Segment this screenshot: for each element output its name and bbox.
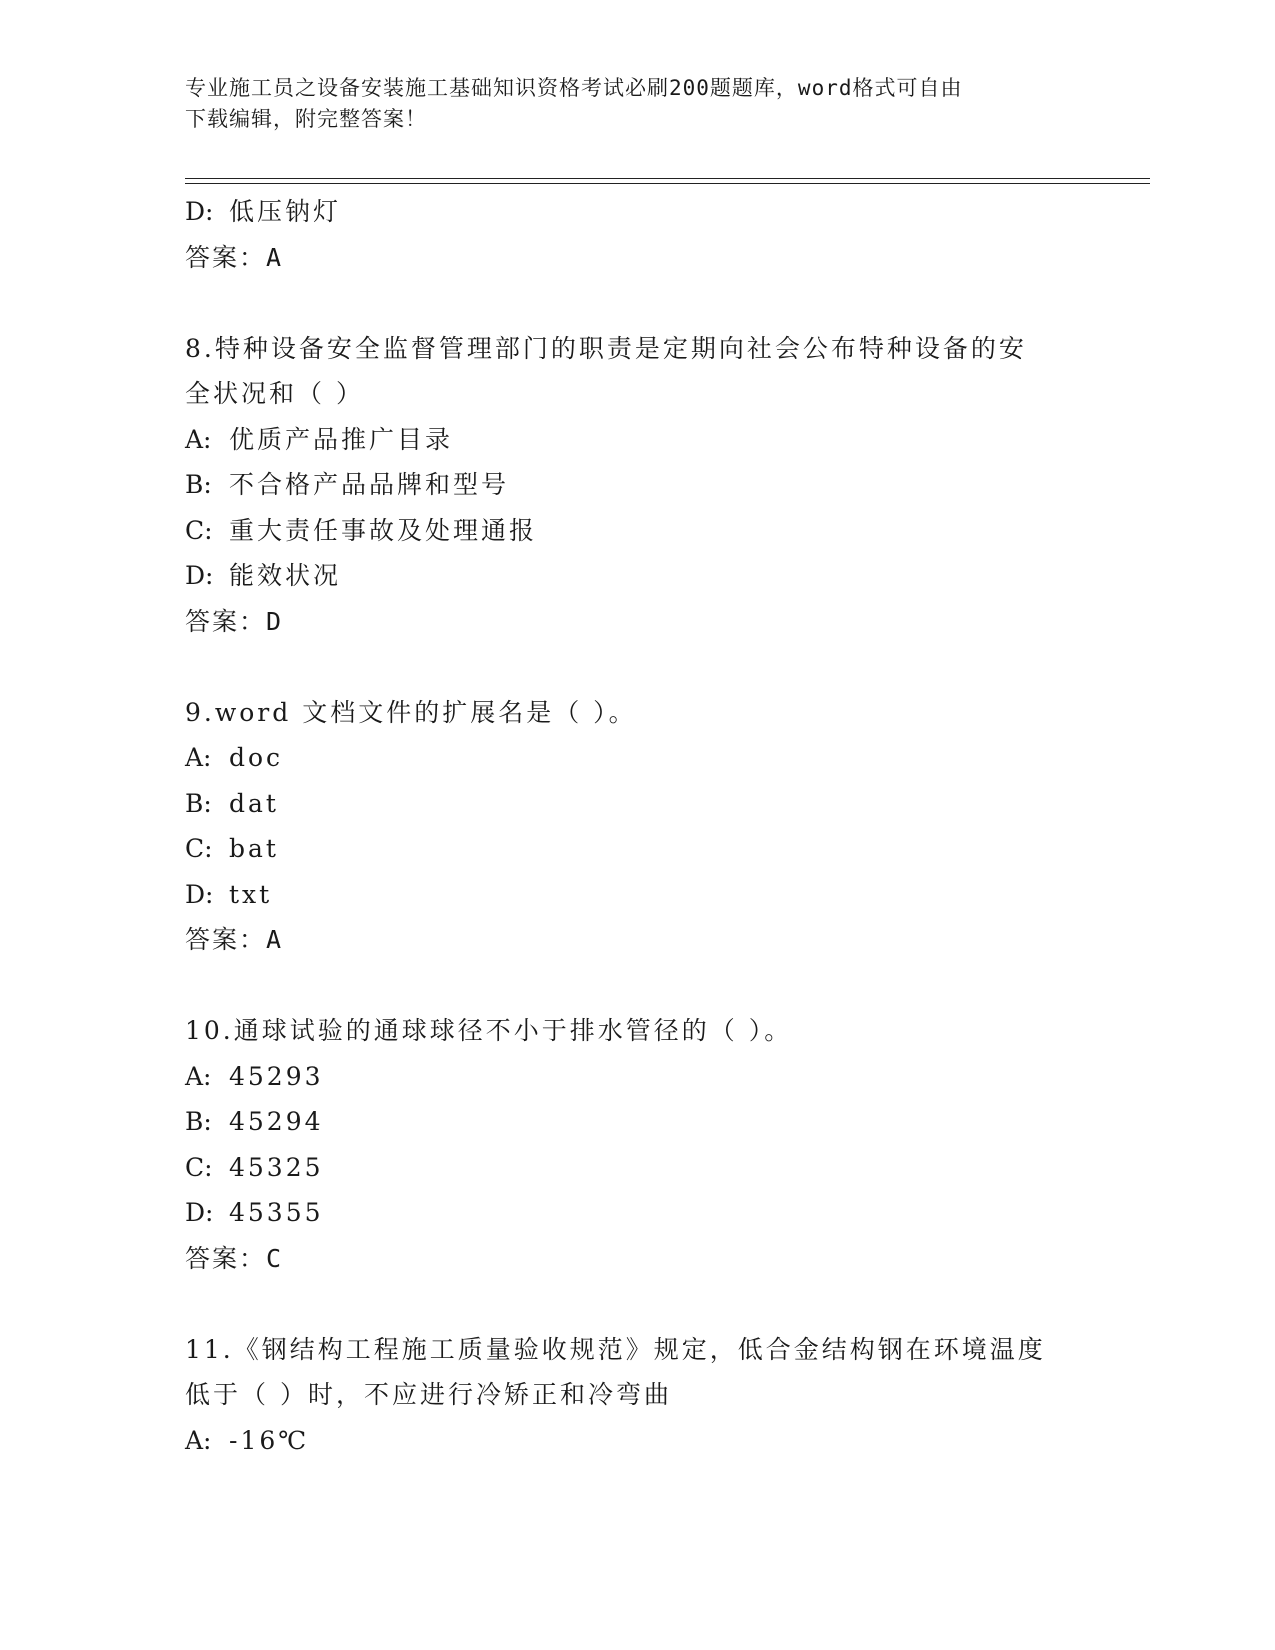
document-body bbox=[185, 189, 1085, 1463]
option-letter: D: bbox=[185, 197, 214, 226]
option-row bbox=[185, 1099, 1085, 1145]
option-row bbox=[185, 189, 1085, 235]
question-stem-line: 11.《钢结构工程施工质量验收规范》规定，低合金结构钢在环境温度 bbox=[185, 1334, 1046, 1364]
option-letter: B: bbox=[185, 788, 212, 818]
option-text: doc bbox=[229, 743, 284, 772]
question-11 bbox=[185, 1327, 1085, 1464]
option-text: 不合格产品品牌和型号 bbox=[229, 470, 510, 499]
question-stem-line: 低于（ ）时，不应进行冷矫正和冷弯曲 bbox=[185, 1380, 672, 1409]
option-row bbox=[185, 462, 1085, 508]
option-text: 45293 bbox=[229, 1061, 324, 1091]
option-text: bat bbox=[229, 834, 279, 863]
option-row bbox=[185, 1145, 1085, 1191]
header-line-1: 专业施工员之设备安装施工基础知识资格考试必刷200题题库，word格式可自由 bbox=[185, 76, 963, 100]
header-divider-top bbox=[185, 178, 1150, 179]
option-letter: C: bbox=[185, 515, 213, 545]
option-row bbox=[185, 781, 1085, 827]
option-text: 45325 bbox=[229, 1152, 324, 1182]
option-text: 优质产品推广目录 bbox=[229, 424, 454, 454]
answer-label: 答案： bbox=[185, 1243, 267, 1273]
option-text: 低压钠灯 bbox=[229, 197, 342, 226]
answer-value: D bbox=[266, 606, 284, 636]
document-header bbox=[185, 73, 1085, 135]
answer-value: A bbox=[266, 925, 284, 954]
header-line-2: 下载编辑，附完整答案！ bbox=[185, 107, 427, 131]
option-letter: D: bbox=[185, 1198, 214, 1227]
option-text: -16℃ bbox=[229, 1425, 310, 1455]
option-letter: D: bbox=[185, 879, 214, 909]
question-stem-line: 全状况和（ ） bbox=[185, 379, 364, 408]
option-letter: C: bbox=[185, 1152, 213, 1182]
option-text: txt bbox=[229, 879, 273, 909]
question-stem-line: 8.特种设备安全监督管理部门的职责是定期向社会公布特种设备的安 bbox=[185, 333, 1027, 363]
option-letter: B: bbox=[185, 470, 212, 499]
answer-row bbox=[185, 235, 1085, 281]
answer-value: C bbox=[266, 1243, 284, 1273]
answer-row bbox=[185, 1236, 1085, 1282]
question-stem-line: 10.通球试验的通球球径不小于排水管径的（ ）。 bbox=[185, 1016, 793, 1045]
question-8 bbox=[185, 326, 1085, 645]
option-row bbox=[185, 1054, 1085, 1100]
option-letter: A: bbox=[185, 424, 212, 454]
answer-value: A bbox=[266, 242, 284, 272]
option-text: dat bbox=[229, 788, 279, 818]
option-letter: D: bbox=[185, 561, 214, 590]
question-9 bbox=[185, 690, 1085, 963]
option-row bbox=[185, 826, 1085, 872]
option-text: 重大责任事故及处理通报 bbox=[229, 515, 538, 545]
question-stem-line: 9.word 文档文件的扩展名是（ ）。 bbox=[185, 697, 637, 727]
header-divider-bottom bbox=[185, 183, 1150, 184]
answer-row bbox=[185, 917, 1085, 963]
answer-row bbox=[185, 599, 1085, 645]
option-row bbox=[185, 735, 1085, 781]
question-10 bbox=[185, 1008, 1085, 1281]
option-text: 45355 bbox=[229, 1198, 324, 1227]
option-text: 能效状况 bbox=[229, 561, 342, 590]
option-letter: A: bbox=[185, 1425, 212, 1455]
option-row bbox=[185, 553, 1085, 599]
option-row bbox=[185, 417, 1085, 463]
answer-label: 答案： bbox=[185, 925, 267, 954]
option-row bbox=[185, 1418, 1085, 1464]
answer-label: 答案： bbox=[185, 606, 267, 636]
option-letter: A: bbox=[185, 743, 212, 772]
option-letter: A: bbox=[185, 1061, 212, 1091]
option-row bbox=[185, 508, 1085, 554]
option-letter: B: bbox=[185, 1107, 212, 1136]
answer-label: 答案： bbox=[185, 242, 267, 272]
option-row bbox=[185, 1190, 1085, 1236]
option-row bbox=[185, 872, 1085, 918]
option-letter: C: bbox=[185, 834, 213, 863]
option-text: 45294 bbox=[229, 1107, 324, 1136]
